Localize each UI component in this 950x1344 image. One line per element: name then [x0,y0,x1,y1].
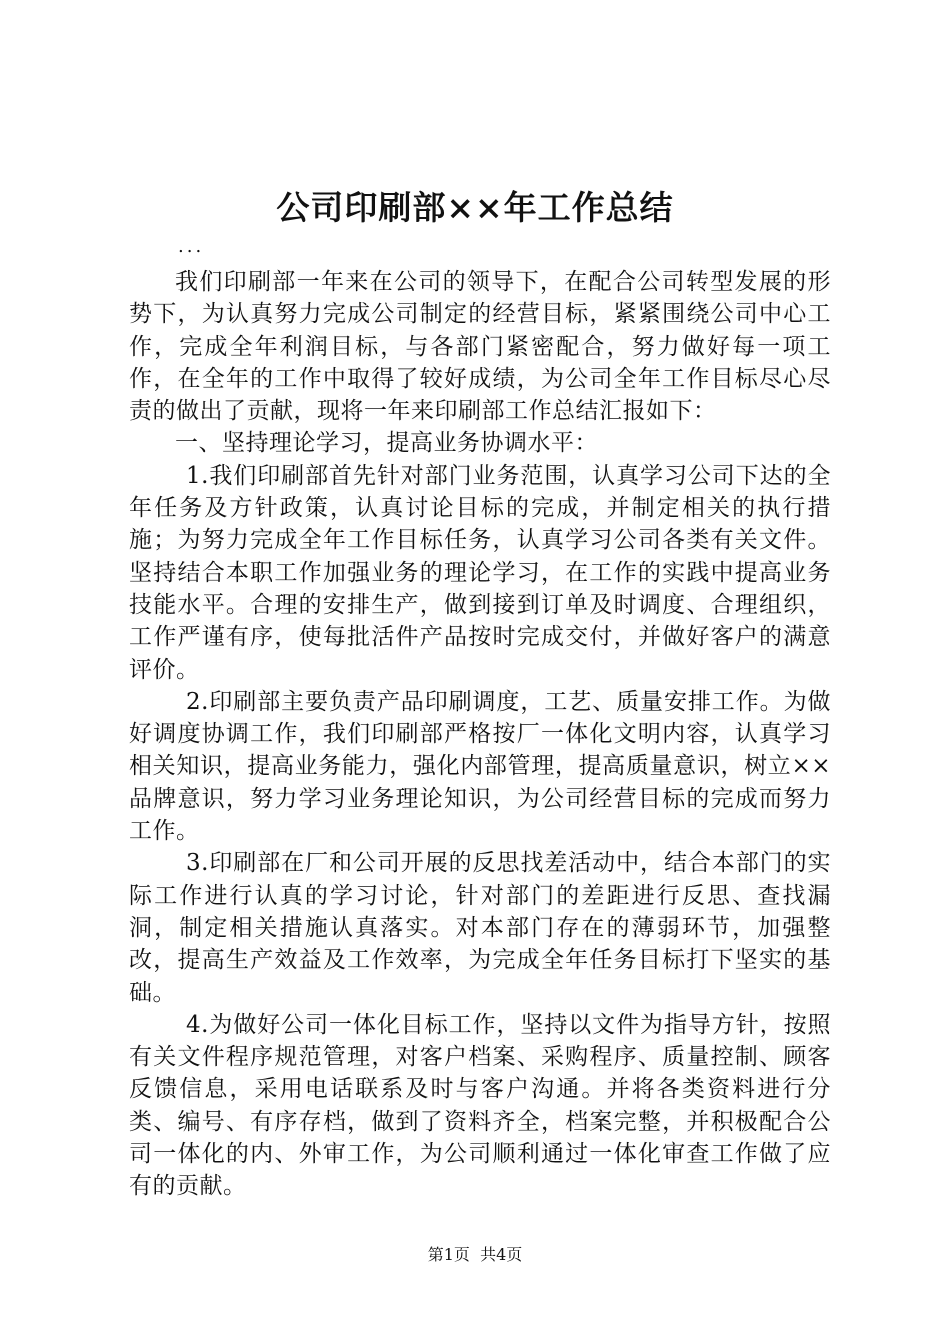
section-heading: 一、坚持理论学习，提高业务协调水平： [175,430,598,457]
paragraph-item-3: 3.印刷部在厂和公司开展的反思找差活动中，结合本部门的实际工作进行认真的学习讨论，针对部门的差距进行反思、查找漏洞，制定相关措施认真落实。对本部门存在的薄弱环节，加强整改，提高生产效益及工作效率，为完成全年任务目标打下坚实的基础。 [129,850,831,1006]
page-number: 第1页 共4页 [427,1245,523,1264]
paragraph-item-1: 1.我们印刷部首先针对部门业务范围，认真学习公司下达的全年任务及方针政策，认真讨论目标的完成，并制定相关的执行措施；为努力完成全年工作目标任务，认真学习公司各类有关文件。坚持结合本职工作加强业务的理论学习，在工作的实践中提高业务技能水平。合理的安排生产，做到接到订单及时调度、合理组织，工作严谨有序，使每批活件产品按时完成交付，并做好客户的满意评价。 [129,462,831,683]
document-body [129,266,831,1203]
paragraph-item-2: 2.印刷部主要负责产品印刷调度，工艺、质量安排工作。为做好调度协调工作，我们印刷部严格按厂一体化文明内容，认真学习相关知识，提高业务能力，强化内部管理，提高质量意识，树立××品牌意识，努力学习业务理论知识，为公司经营目标的完成而努力工作。 [129,688,831,845]
paragraph-item-4: 4.为做好公司一体化目标工作，坚持以文件为指导方针，按照有关文件程序规范管理，对客户档案、采购程序、质量控制、顾客反馈信息，采用电话联系及时与客户沟通。并将各类资料进行分类、编号、有序存档，做到了资料齐全，档案完整，并积极配合公司一体化的内、外审工作，为公司顺利通过一体化审查工作做了应有的贡献。 [129,1011,831,1200]
document-subtitle: ... [178,236,205,257]
document-title: 公司印刷部××年工作总结 [276,188,674,227]
paragraph-intro: 我们印刷部一年来在公司的领导下，在配合公司转型发展的形势下，为认真努力完成公司制定的经营目标，紧紧围绕公司中心工作，完成全年利润目标，与各部门紧密配合，努力做好每一项工作，在全年的工作中取得了较好成绩，为公司全年工作目标尽心尽责的做出了贡献，现将一年来印刷部工作总结汇报如下： [129,269,831,425]
page-footer [0,1245,950,1265]
